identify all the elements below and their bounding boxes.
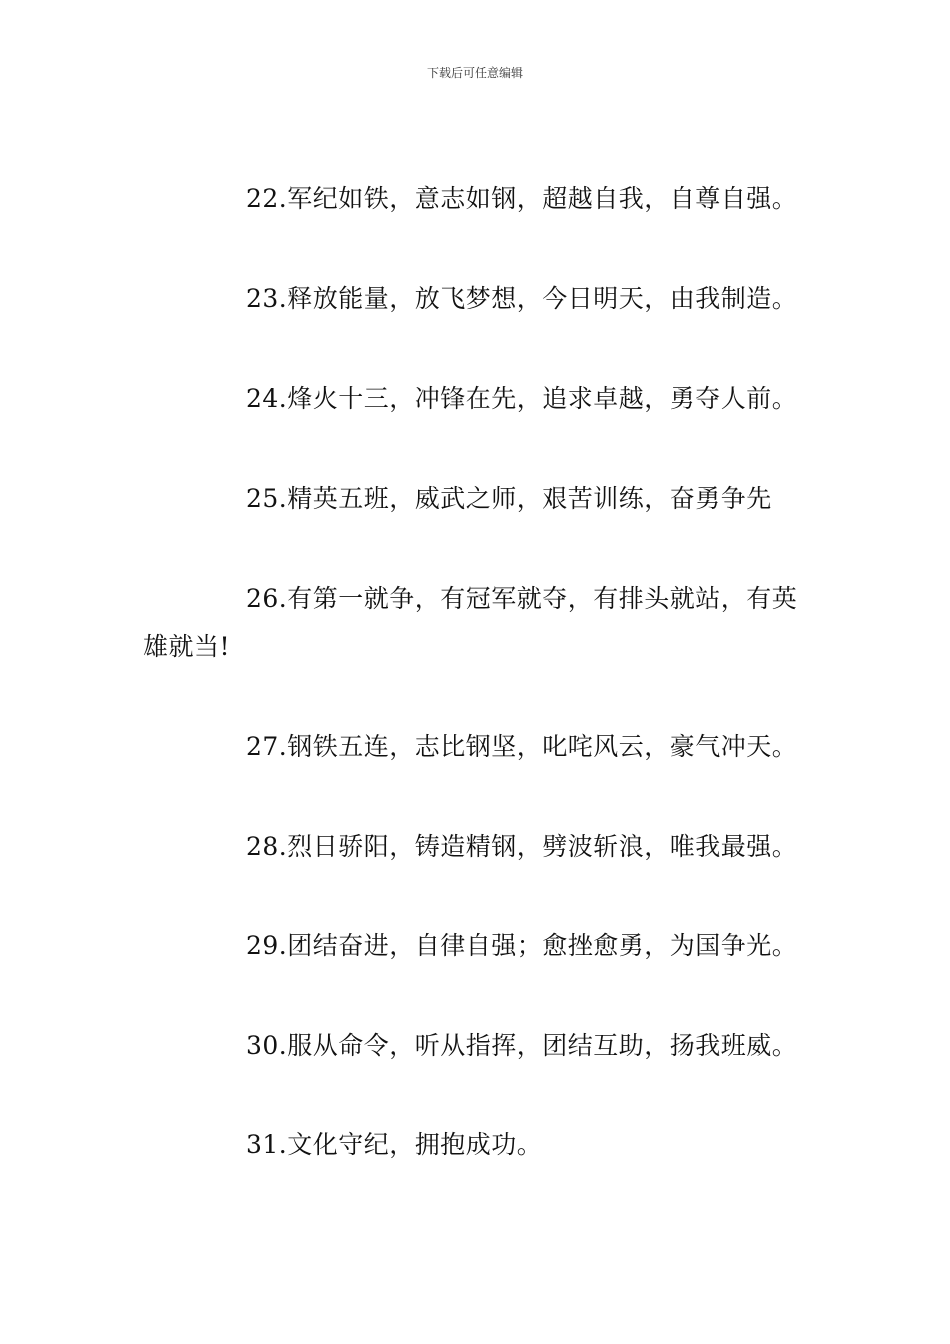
slogan-27: 27.钢铁五连，志比钢坚，叱咤风云，豪气冲天。 bbox=[246, 732, 798, 761]
slogan-24: 24.烽火十三，冲锋在先，追求卓越，勇夺人前。 bbox=[246, 384, 798, 413]
slogan-23: 23.释放能量，放飞梦想，今日明天，由我制造。 bbox=[246, 284, 798, 313]
slogan-30: 30.服从命令，听从指挥，团结互助，扬我班威。 bbox=[246, 1031, 798, 1060]
slogan-25: 25.精英五班，威武之师，艰苦训练，奋勇争先 bbox=[246, 484, 772, 513]
slogan-31: 31.文化守纪，拥抱成功。 bbox=[246, 1130, 543, 1159]
slogan-28: 28.烈日骄阳，铸造精钢，劈波斩浪，唯我最强。 bbox=[246, 832, 798, 861]
slogan-22: 22.军纪如铁，意志如钢，超越自我，自尊自强。 bbox=[246, 184, 798, 213]
slogan-29: 29.团结奋进，自律自强；愈挫愈勇，为国争光。 bbox=[246, 931, 798, 960]
page-header: 下载后可任意编辑 bbox=[426, 66, 523, 80]
slogan-26: 26.有第一就争，有冠军就夺，有排头就站，有英 bbox=[246, 584, 798, 613]
slogan-26-continuation: 雄就当! bbox=[143, 632, 231, 661]
